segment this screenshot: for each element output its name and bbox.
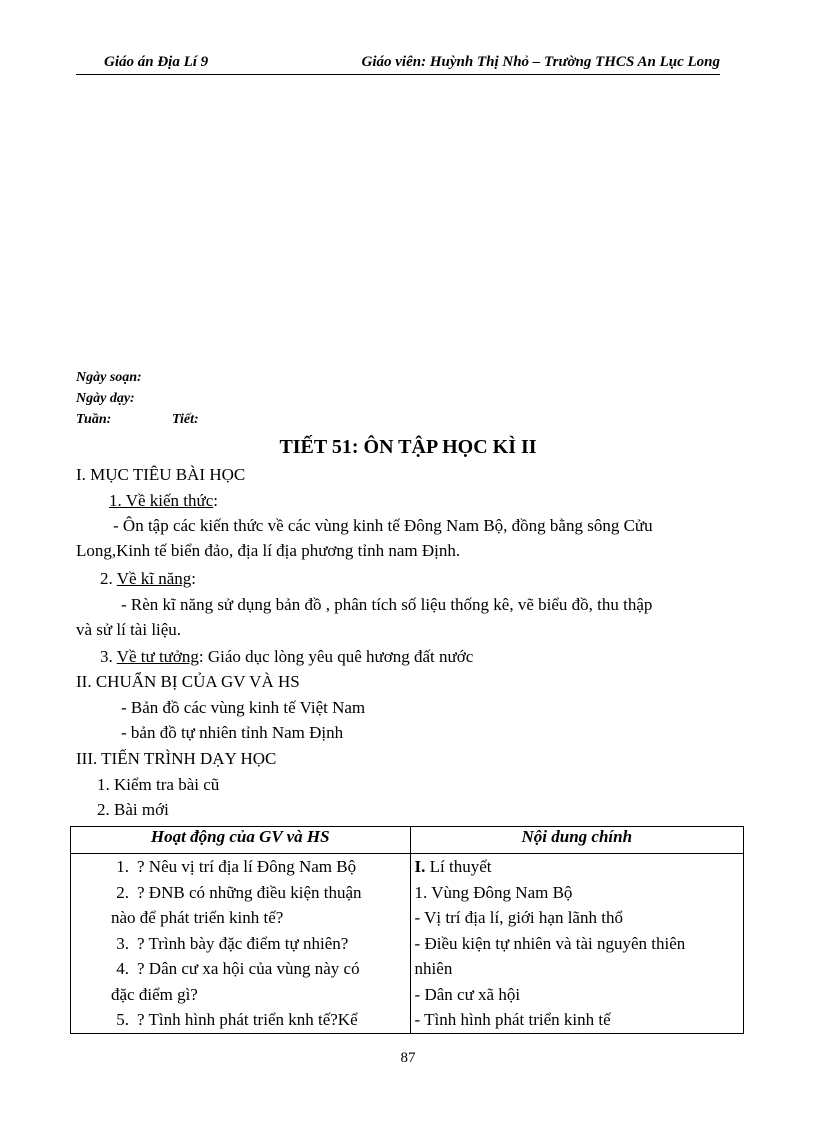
lesson-title: TIẾT 51: ÔN TẬP HỌC KÌ II — [279, 436, 537, 458]
question-continuation: nào để phát triển kinh tế? — [111, 908, 284, 927]
question-text: ? ĐNB có những điều kiện thuận — [137, 882, 362, 902]
questions-cell — [71, 854, 411, 1034]
section-3-heading: III. TIẾN TRÌNH DẠY HỌC — [76, 749, 277, 768]
section-1-1-line1: - Ôn tập các kiến thức về các vùng kinh tế Đông Nam Bộ, đồng bằng sông Cửu — [113, 516, 653, 535]
header-left: Giáo án Địa Lí 9 — [104, 54, 209, 70]
ngay-day-label: Ngày dạy: — [76, 391, 135, 406]
section-2-line1: - Bản đồ các vùng kinh tế Việt Nam — [121, 698, 366, 717]
question-text: ? Nêu vị trí địa lí Đông Nam Bộ — [137, 857, 357, 876]
section-1-2-colon: : — [191, 569, 197, 588]
section-3-2: 2. Bài mới — [97, 800, 169, 819]
section-1-2-line1: - Rèn kĩ năng sử dụng bản đồ , phân tích số liệu thống kê, vẽ biểu đồ, thu thập — [121, 595, 653, 614]
ngay-soan-label: Ngày soạn: — [76, 370, 142, 385]
question-number: 4. — [116, 959, 129, 978]
section-3-1: 1. Kiểm tra bài cũ — [97, 775, 220, 794]
table-header-activities: Hoạt động của GV và HS — [71, 827, 411, 854]
question-item — [71, 880, 410, 906]
question-continuation: đặc điểm gì? — [111, 984, 198, 1004]
question-item — [71, 854, 410, 880]
content-line: nhiên — [414, 959, 453, 978]
section-1-2-prefix: 2. — [100, 569, 117, 588]
section-1-1-colon: : — [213, 491, 219, 510]
content-heading — [411, 854, 743, 880]
table-row — [71, 854, 744, 1034]
question-text: ? Tình hình phát triển knh tế?Kể — [137, 1010, 358, 1029]
section-1-3 — [100, 647, 473, 667]
section-2-line2: - bản đồ tự nhiên tỉnh Nam Định — [121, 723, 344, 742]
question-number: 1. — [116, 857, 129, 876]
question-number: 3. — [116, 933, 129, 953]
question-item — [71, 1007, 410, 1033]
table-header-row — [71, 827, 744, 854]
question-number: 5. — [116, 1010, 129, 1029]
tuan-label: Tuần: — [76, 412, 112, 427]
question-number: 2. — [116, 882, 129, 902]
content-line: 1. Vùng Đông Nam Bộ — [414, 882, 573, 902]
section-1-heading: I. MỤC TIÊU BÀI HỌC — [76, 465, 246, 484]
question-text: ? Trình bày đặc điểm tự nhiên? — [137, 933, 349, 953]
content-line: - Dân cư xã hội — [414, 984, 521, 1004]
page-header — [76, 52, 720, 75]
content-line: - Tình hình phát triển kinh tế — [414, 1010, 611, 1029]
content-line: - Vị trí địa lí, giới hạn lãnh thổ — [414, 908, 623, 927]
tiet-label: Tiết: — [172, 412, 199, 427]
question-item — [71, 956, 410, 982]
table-header-content: Nội dung chính — [410, 827, 743, 854]
question-item — [71, 931, 410, 957]
section-1-2 — [100, 569, 196, 589]
section-1-1-label: 1. Về kiến thức — [109, 491, 214, 510]
content-cell — [410, 854, 743, 1034]
section-2-heading: II. CHUẨN BỊ CỦA GV VÀ HS — [76, 672, 300, 691]
section-1-2-line2: và sử lí tài liệu. — [76, 620, 182, 639]
header-right: Giáo viên: Huỳnh Thị Nhỏ – Trường THCS An Lục Long — [361, 54, 720, 70]
content-heading-text: Lí thuyết — [425, 857, 492, 876]
section-1-3-rest: : Giáo dục lòng yêu quê hương đất nước — [198, 647, 474, 666]
content-line: - Điều kiện tự nhiên và tài nguyên thiên — [414, 933, 686, 953]
section-1-1 — [109, 491, 218, 511]
section-1-3-prefix: 3. — [100, 647, 117, 666]
section-1-1-line2: Long,Kinh tế biển đảo, địa lí địa phương tỉnh nam Định. — [76, 541, 461, 560]
content-heading-number: I. — [414, 857, 426, 876]
section-1-3-label: Về tư tưởng — [116, 647, 199, 666]
page-number: 87 — [400, 1050, 416, 1066]
lesson-table — [70, 826, 744, 1034]
section-1-2-label: Về kĩ năng — [116, 569, 192, 588]
question-text: ? Dân cư xa hội của vùng này có — [137, 959, 360, 978]
